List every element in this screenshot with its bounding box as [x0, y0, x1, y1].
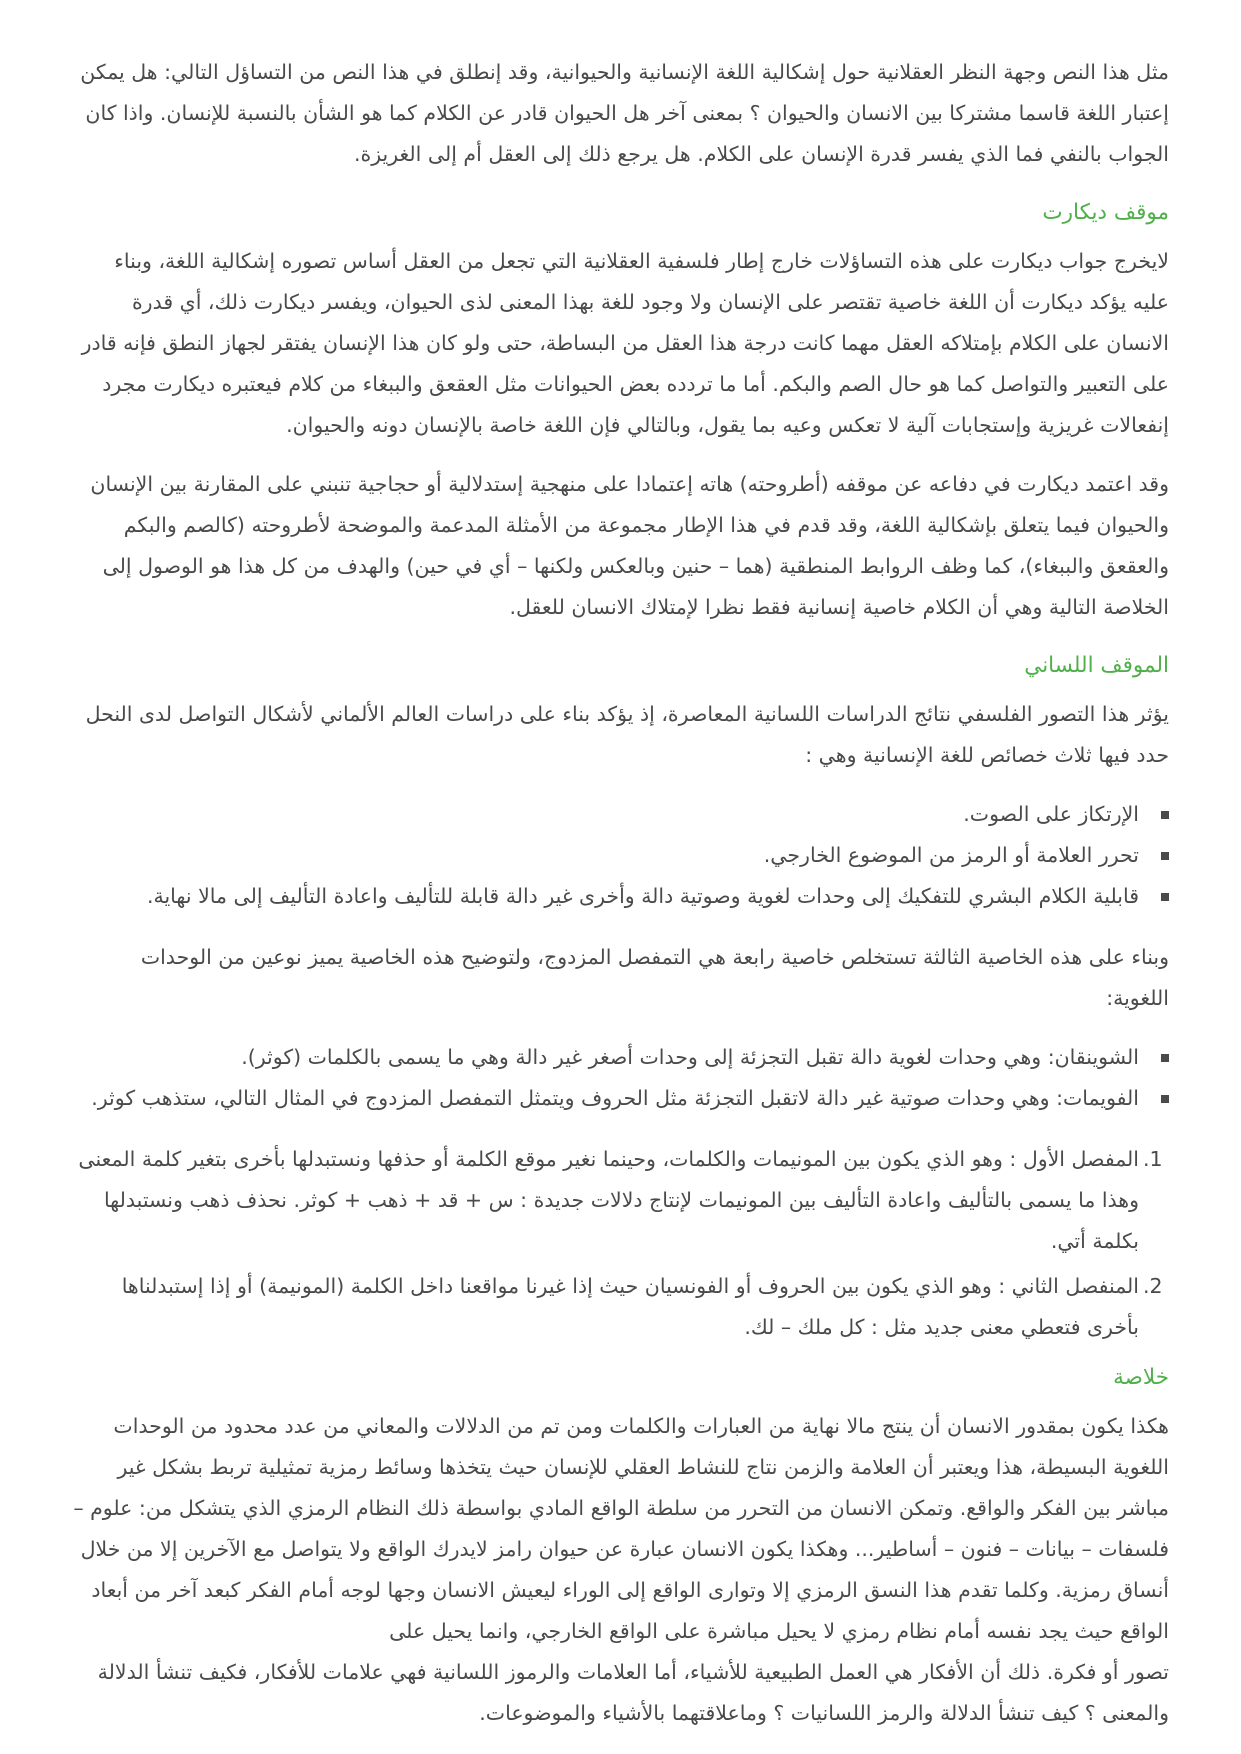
document-page — [72, 52, 1169, 1734]
list-item: الشوينقان: وهي وحدات لغوية دالة تقبل التجزئة إلى وحدات أصغر غير دالة وهي ما يسمى بالكلمات (كوثر). — [72, 1037, 1139, 1078]
heading-summary: خلاصة — [1113, 1365, 1169, 1390]
numbered-item — [72, 1266, 1163, 1348]
numbered-item — [72, 1139, 1163, 1262]
summary-paragraph-1: هكذا يكون بمقدور الانسان أن ينتج مالا نهاية من العبارات والكلمات ومن تم من الدلالات والمعاني من عدد محدود من الوحدات اللغوية البسيطة، هذا ويعتبر أن العلامة والزمن نتاج للنشاط العقلي للإنسان حيث يتخذها وسائط رمزية تمثيلية تربط بشكل غير مباشر بين الفكر والواقع. وتمكن الانسان من التحرر من سلطة الواقع المادي بواسطة ذلك النظام الرمزي الذي يتشكل من: علوم – فلسفات – بيانات – فنون – أساطير... وهكذا يكون الانسان عبارة عن حيوان رامز لايدرك الواقع ولا يتواصل مع الآخرين إلا من خلال أنساق رمزية. وكلما تقدم هذا النسق الرمزي إلا وتوارى الواقع إلى الوراء ليعيش الانسان وجها لوجه أمام الفكر كبعد آخر من أبعاد الواقع حيث يجد نفسه أمام نظام رمزي لا يحيل مباشرة على الواقع الخارجي، وانما يحيل على — [73, 1414, 1169, 1643]
item-number: 1. — [1143, 1147, 1163, 1171]
list-item: الفويمات: وهي وحدات صوتية غير دالة لاتقبل التجزئة مثل الحروف ويتمثل التمفصل المزدوج في المثال التالي، ستذهب كوثر. — [72, 1078, 1139, 1119]
list-item: قابلية الكلام البشري للتفكيك إلى وحدات لغوية وصوتية دالة وأخرى غير دالة قابلة للتأليف واعادة التأليف إلى مالا نهاية. — [72, 876, 1139, 917]
heading-linguistic: الموقف اللساني — [1024, 653, 1169, 678]
linguistic-paragraph-1: يؤثر هذا التصور الفلسفي نتائج الدراسات اللسانية المعاصرة، إذ يؤكد بناء على دراسات العالم الألماني لأشكال التواصل لدى النحل حدد فيها ثلاث خصائص للغة الإنسانية وهي : — [85, 702, 1169, 767]
summary-block — [72, 1406, 1169, 1734]
articulations-list — [72, 1139, 1169, 1348]
heading-descartes: موقف ديكارت — [1042, 200, 1169, 225]
descartes-paragraph-1: لايخرج جواب ديكارت على هذه التساؤلات خارج إطار فلسفية العقلانية التي تجعل من العقل أساس تصوره إشكالية اللغة، وبناء عليه يؤكد ديكارت أن اللغة خاصية تقتصر على الإنسان ولا وجود للغة بهذا المعنى لذى الحيوان، ويفسر ديكارت ذلك، أي قدرة الانسان على الكلام بإمتلاكه العقل مهما كانت درجة هذا العقل من البساطة، حتى ولو كان هذا الإنسان يفتقر لجهاز النطق فإنه قادر على التعبير والتواصل كما هو حال الصم والبكم. أما ما تردده بعض الحيوانات مثل العقعق والببغاء من كلام فيعتبره ديكارت مجرد إنفعالات غريزية وإستجابات آلية لا تعكس وعيه بما يقول، وبالتالي فإن اللغة خاصة بالإنسان دونه والحيوان. — [81, 249, 1169, 437]
item-text: المفصل الأول : وهو الذي يكون بين المونيمات والكلمات، وحينما نغير موقع الكلمة أو حذفها ونستبدلها بأخرى بتغير كلمة المعنى وهذا ما يسمى بالتأليف واعادة التأليف بين المونيمات لإنتاج دلالات جديدة : س + قد + ذهب + كوثر. نحذف ذهب ونستبدلها بكلمة أتي. — [78, 1147, 1139, 1253]
features-list — [72, 794, 1169, 917]
list-item: تحرر العلامة أو الرمز من الموضوع الخارجي. — [72, 835, 1139, 876]
intro-paragraph: مثل هذا النص وجهة النظر العقلانية حول إشكالية اللغة الإنسانية والحيوانية، وقد إنطلق في هذا النص من التساؤل التالي: هل يمكن إعتبار اللغة قاسما مشتركا بين الانسان والحيوان ؟ بمعنى آخر هل الحيوان قادر عن الكلام كما هو الشأن بالنسبة للإنسان. واذا كان الجواب بالنفي فما الذي يفسر قدرة الإنسان على الكلام. هل يرجع ذلك إلى العقل أم إلى الغريزة. — [80, 60, 1169, 166]
units-list — [72, 1037, 1169, 1119]
item-text: المنفصل الثاني : وهو الذي يكون بين الحروف أو الفونسيان حيث إذا غيرنا مواقعنا داخل الكلمة (المونيمة) أو إذا إستبدلناها بأخرى فتعطي معنى جديد مثل : كل ملك – لك. — [121, 1274, 1139, 1339]
summary-paragraph-2: تصور أو فكرة. ذلك أن الأفكار هي العمل الطبيعية للأشياء، أما العلامات والرموز اللسانية فهي علامات للأفكار، فكيف تنشأ الدلالة والمعنى ؟ كيف تنشأ الدلالة والرمز اللسانيات ؟ وماعلاقتهما بالأشياء والموضوعات. — [97, 1660, 1169, 1725]
descartes-paragraph-2: وقد اعتمد ديكارت في دفاعه عن موقفه (أطروحته) هاته إعتمادا على منهجية إستدلالية أو حجاجية تنبني على المقارنة بين الإنسان والحيوان فيما يتعلق بإشكالية اللغة، وقد قدم في هذا الإطار مجموعة من الأمثلة المدعمة والموضحة لأطروحته (كالصم والبكم والعقعق والببغاء)، كما وظف الروابط المنطقية (هما – حنين وبالعكس ولكنها – أي في حين) والهدف من كل هذا هو الوصول إلى الخلاصة التالية وهي أن الكلام خاصية إنسانية فقط نظرا لإمتلاك الانسان للعقل. — [90, 472, 1169, 619]
linguistic-paragraph-2: وبناء على هذه الخاصية الثالثة تستخلص خاصية رابعة هي التمفصل المزدوج، ولتوضيح هذه الخاصية يميز نوعين من الوحدات اللغوية: — [140, 945, 1169, 1010]
list-item: الإرتكاز على الصوت. — [72, 794, 1139, 835]
item-number: 2. — [1143, 1274, 1163, 1298]
